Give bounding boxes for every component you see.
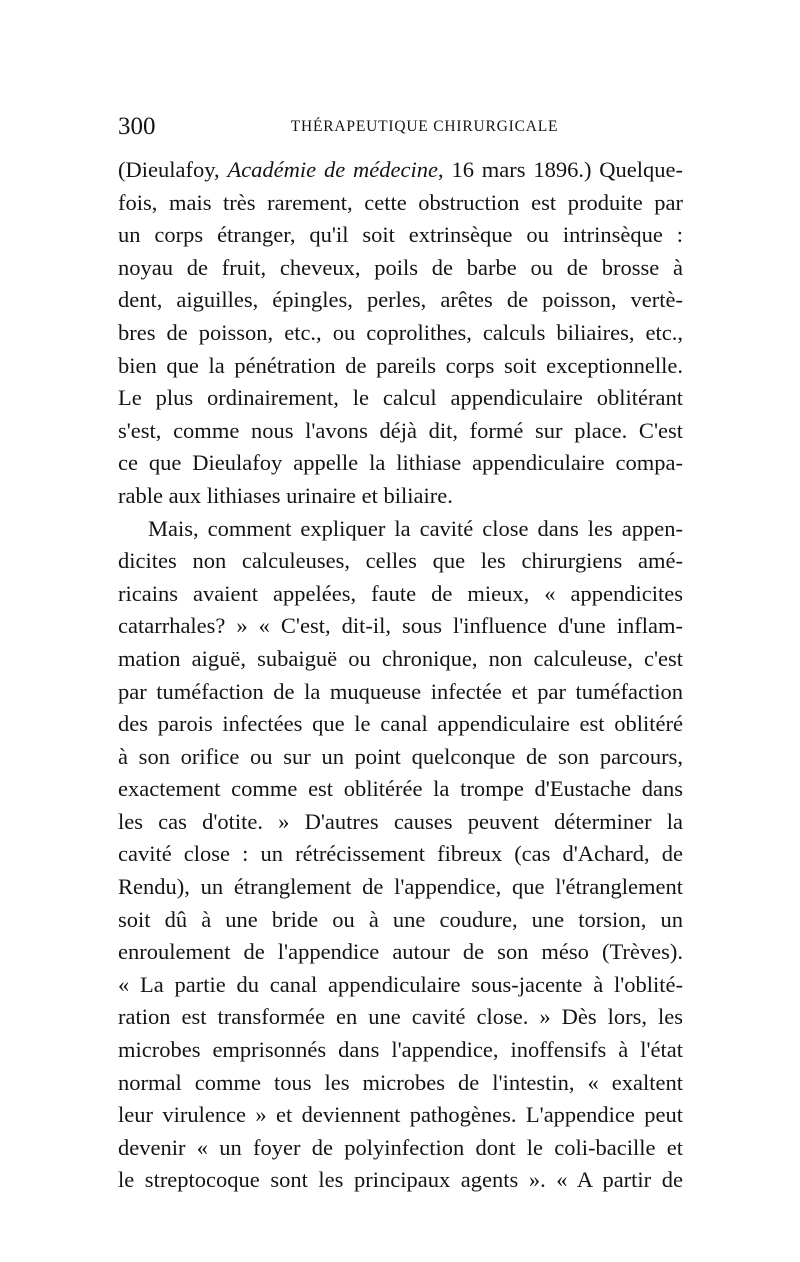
text-line: un corps étranger, qu'il soit extrinsèque ou intrinsèque :: [118, 222, 683, 248]
text-line: Mais, comment expliquer la cavité close dans les appen-: [148, 515, 683, 541]
book-page: [118, 112, 683, 1197]
text-line: ricains avaient appelées, faute de mieux, « appendicites: [118, 580, 683, 606]
text-line: les cas d'otite. » D'autres causes peuvent déterminer la: [118, 808, 683, 834]
text-line: microbes emprisonnés dans l'appendice, inoffensifs à l'état: [118, 1037, 683, 1063]
text-line: le streptocoque sont les principaux agents ». « A partir de: [118, 1167, 683, 1193]
text-line: Rendu), un étranglement de l'appendice, que l'étranglement: [118, 874, 683, 900]
text-line: rable aux lithiases urinaire et biliaire.: [118, 482, 453, 508]
text-line: soit dû à une bride ou à une coudure, une torsion, un: [118, 906, 683, 932]
text-line: s'est, comme nous l'avons déjà dit, formé sur place. C'est: [118, 417, 683, 443]
text-line: dent, aiguilles, épingles, perles, arêtes de poisson, vertè-: [118, 287, 683, 313]
text-line: « La partie du canal appendiculaire sous-jacente à l'oblité-: [118, 971, 683, 997]
text-line: dicites non calculeuses, celles que les chirurgiens amé-: [118, 548, 683, 574]
text-line: fois, mais très rarement, cette obstruction est produite par: [118, 189, 683, 215]
text-line: des parois infectées que le canal appendiculaire est oblitéré: [118, 711, 683, 737]
running-title: THÉRAPEUTIQUE CHIRURGICALE: [290, 118, 559, 135]
text-line: par tuméfaction de la muqueuse infectée et par tuméfaction: [118, 678, 683, 704]
text-line: ce que Dieulafoy appelle la lithiase appendiculaire compa-: [118, 450, 683, 476]
text-line: ration est transformée en une cavité close. » Dès lors, les: [118, 1004, 683, 1030]
page-number: 300: [118, 113, 156, 140]
text-line: (Dieulafoy, Académie de médecine, 16 mars 1896.) Quelque-: [118, 157, 683, 182]
text-line: cavité close : un rétrécissement fibreux (cas d'Achard, de: [118, 841, 683, 867]
text-line: bien que la pénétration de pareils corps soit exceptionnelle.: [118, 352, 683, 378]
text-line: à son orifice ou sur un point quelconque de son parcours,: [118, 743, 683, 769]
text-line: devenir « un foyer de polyinfection dont le coli-bacille et: [118, 1134, 683, 1160]
text-line: enroulement de l'appendice autour de son méso (Trèves).: [118, 939, 683, 965]
text-line: leur virulence » et deviennent pathogènes. L'appendice peut: [118, 1102, 683, 1128]
text-line: noyau de fruit, cheveux, poils de barbe ou de brosse à: [118, 254, 683, 280]
body-text: [118, 154, 683, 1197]
text-line: exactement comme est oblitérée la trompe d'Eustache dans: [118, 776, 683, 802]
text-line: catarrhales? » « C'est, dit-il, sous l'influence d'une inflam-: [118, 613, 683, 639]
text-line: mation aiguë, subaiguë ou chronique, non calculeuse, c'est: [118, 645, 683, 671]
journal-title: Académie de médecine: [227, 157, 438, 182]
text-line: normal comme tous les microbes de l'intestin, « exaltent: [118, 1069, 683, 1095]
running-head: [118, 112, 683, 148]
text-line: bres de poisson, etc., ou coprolithes, calculs biliaires, etc.,: [118, 319, 683, 345]
text-line: Le plus ordinairement, le calcul appendiculaire oblitérant: [118, 385, 683, 411]
